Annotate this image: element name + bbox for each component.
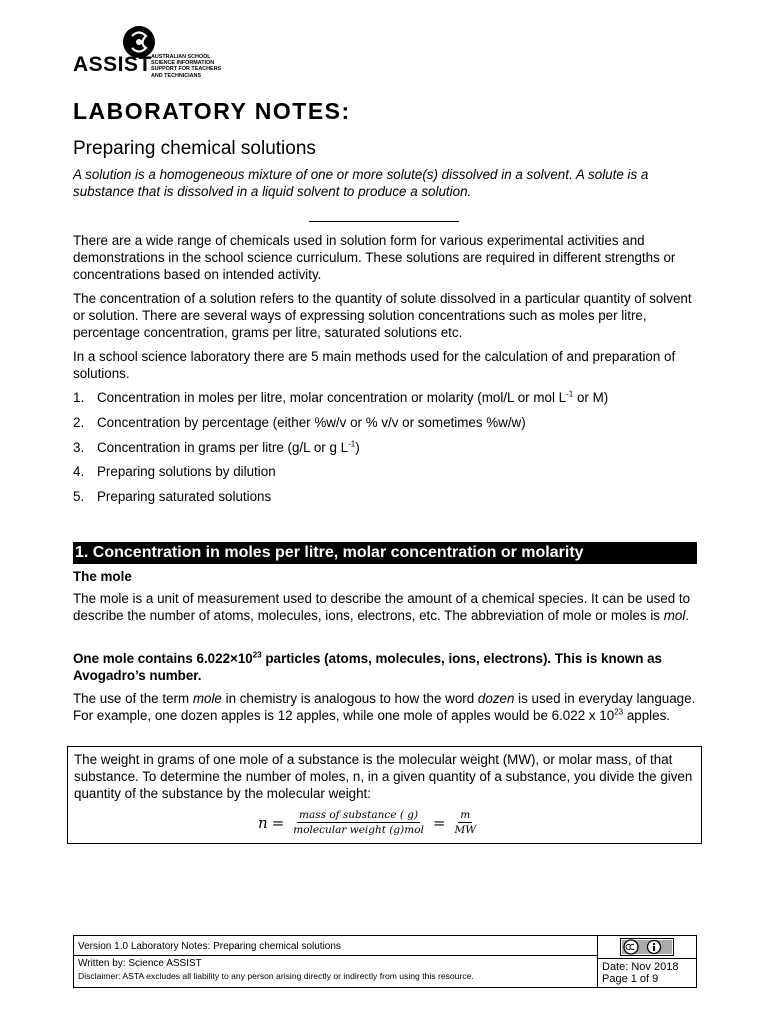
divider-line xyxy=(598,958,696,959)
text-run-italic: dozen xyxy=(477,691,515,706)
paragraph: There are a wide range of chemicals used in solution form for various experimental activities and demonstrations in the school science curriculum. These solutions are required in different strengths or concentrations based on intended activity. xyxy=(73,233,676,282)
footer-date: Date: Nov 2018 xyxy=(602,961,679,973)
paragraph xyxy=(73,690,698,724)
paragraph xyxy=(73,590,698,624)
list-item-text: Concentration in grams per litre (g/L or g L xyxy=(97,439,349,455)
page-title: LABORATORY NOTES: xyxy=(73,98,351,124)
divider-line xyxy=(74,955,597,956)
list-number: 5. xyxy=(73,489,85,505)
methods-list xyxy=(73,389,698,513)
logo-tagline: AUSTRALIAN SCHOOL SCIENCE INFORMATION SUPPORT FOR TEACHERS AND TECHNICIANS xyxy=(151,54,222,79)
fraction-numerator: m xyxy=(460,809,471,821)
footer-meta xyxy=(598,936,696,987)
list-item xyxy=(73,389,698,406)
text-run: One mole contains 6.022×10 xyxy=(73,651,253,666)
footer-version: Version 1.0 Laboratory Notes: Preparing chemical solutions xyxy=(78,941,341,952)
superscript: 23 xyxy=(252,650,262,660)
text-run: The use of the term xyxy=(73,691,193,706)
formula-box xyxy=(67,746,702,844)
list-item xyxy=(73,488,698,505)
list-item-text: or M) xyxy=(573,390,609,405)
list-number: 2. xyxy=(73,414,85,430)
list-item-text: Concentration by percentage (either %w/v or % v/v or sometimes %w/w) xyxy=(97,414,526,430)
paragraph: In a school science laboratory there are 5 main methods used for the calculation of and preparation of solutions. xyxy=(73,349,676,381)
text-run-italic: mol xyxy=(663,608,686,623)
list-number: 3. xyxy=(73,439,85,455)
footer-info xyxy=(74,936,598,987)
text-run: apples. xyxy=(623,708,670,723)
divider-line xyxy=(309,221,459,222)
list-number: 1. xyxy=(73,390,85,405)
page-number: Page 1 of 9 xyxy=(602,973,659,985)
superscript: -1 xyxy=(566,389,574,399)
paragraph: The concentration of a solution refers to the quantity of solute dissolved in a particular quantity of solvent or solution. There are several ways of expressing solution concentrations such as moles per litre, percentage concentration, grams per litre, saturated solutions etc. xyxy=(73,291,692,340)
text-run: is used in everyday language. For example, one dozen apples is 12 apples, while one mole of apples would be 6.022 x 10 xyxy=(73,691,696,723)
list-item xyxy=(73,463,698,480)
logo-wordmark: ASSIST xyxy=(73,53,152,76)
creative-commons-icon xyxy=(620,938,674,956)
formula-lhs: n xyxy=(258,813,268,832)
fraction xyxy=(291,809,426,836)
assist-logo xyxy=(73,25,233,77)
footer-author: Written by: Science ASSIST xyxy=(78,958,202,969)
fraction-numerator: mass of substance ( g) xyxy=(299,809,419,821)
avogadro-statement xyxy=(73,650,698,684)
list-number: 4. xyxy=(73,464,85,480)
footer-disclaimer: Disclaimer: ASTA excludes all liability to any person arising directly or indirectly from using this resource. xyxy=(78,971,474,981)
list-item-text: Concentration in moles per litre, molar concentration or molarity (mol/L or mol L xyxy=(97,390,567,405)
formula-box-text: The weight in grams of one mole of a substance is the molecular weight (MW), or molar mass, of that substance. To determine the number of moles, n, in a given quantity of a substance, you divide the given quantity of the substance by the molecular weight: xyxy=(74,752,693,801)
fraction xyxy=(452,809,478,836)
section-heading-bar: 1. Concentration in moles per litre, molar concentration or molarity xyxy=(73,542,697,564)
list-item-text: Preparing saturated solutions xyxy=(97,489,272,505)
moles-formula xyxy=(256,809,483,836)
page-subtitle: Preparing chemical solutions xyxy=(73,138,316,159)
text-run-italic: mole xyxy=(192,691,222,706)
text-run: The mole is a unit of measurement used to describe the amount of a chemical species. It can be used to describe the number of atoms, molecules, ions, electrons, etc. The abbreviation of mole or moles is xyxy=(73,591,691,623)
text-run: . xyxy=(685,608,690,623)
equals-sign: = xyxy=(432,813,446,832)
list-item xyxy=(73,439,698,456)
equals-sign: = xyxy=(271,813,285,832)
intro-paragraph: A solution is a homogeneous mixture of one or more solute(s) dissolved in a solvent. A solute is a substance that is dissolved in a liquid solvent to produce a solution. xyxy=(73,167,649,199)
fraction-denominator: MW xyxy=(454,824,476,836)
list-item xyxy=(73,414,698,431)
superscript: 23 xyxy=(614,707,624,717)
page-footer xyxy=(73,935,697,988)
list-item-text: Preparing solutions by dilution xyxy=(97,464,276,480)
list-item-text: ) xyxy=(355,439,360,455)
text-run: in chemistry is analogous to how the word xyxy=(221,691,478,706)
section-subheading: The mole xyxy=(73,569,132,584)
superscript: -1 xyxy=(348,439,356,449)
text-run: particles (atoms, molecules, ions, electrons). This is known as Avogadro’s number. xyxy=(73,651,663,683)
fraction-denominator: molecular weight (g)mol xyxy=(293,824,424,836)
